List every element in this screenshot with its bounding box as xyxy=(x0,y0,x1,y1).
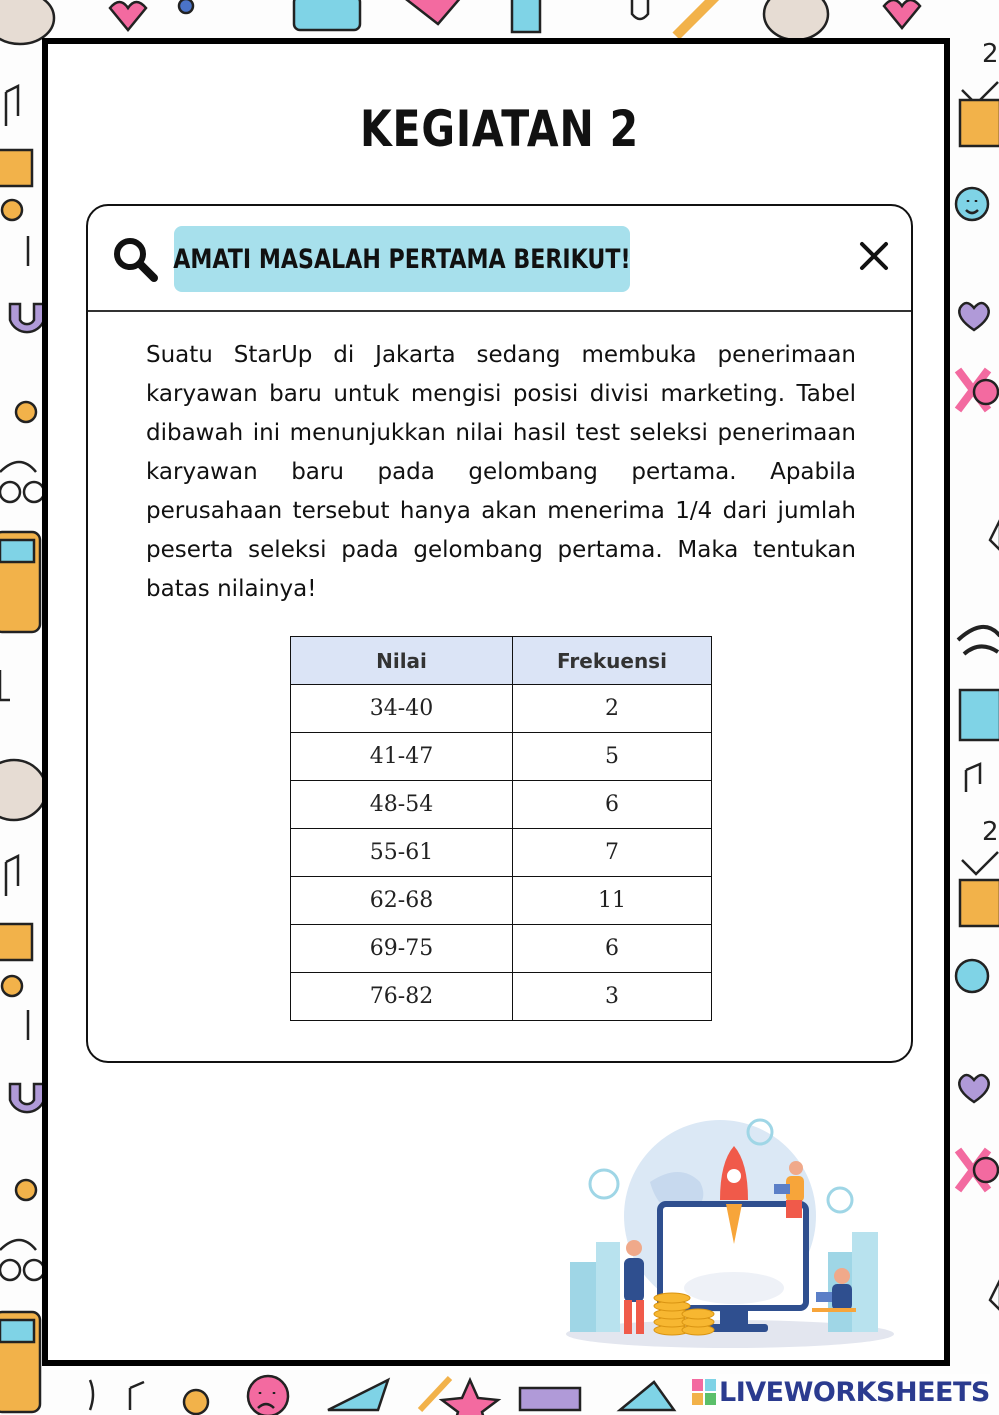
header-nilai: Nilai xyxy=(291,637,513,685)
cell-frekuensi: 2 xyxy=(513,685,712,733)
search-icon xyxy=(112,236,158,282)
table-row xyxy=(291,877,712,925)
cell-frekuensi: 5 xyxy=(513,733,712,781)
header-frekuensi: Frekuensi xyxy=(513,637,712,685)
card-header xyxy=(88,206,911,312)
cell-frekuensi: 6 xyxy=(513,781,712,829)
startup-illustration xyxy=(560,1112,900,1348)
table-row xyxy=(291,781,712,829)
cell-frekuensi: 7 xyxy=(513,829,712,877)
cell-frekuensi: 3 xyxy=(513,973,712,1021)
table-row xyxy=(291,973,712,1021)
liveworksheets-logo xyxy=(692,1374,990,1410)
cell-nilai: 62-68 xyxy=(291,877,513,925)
table-row xyxy=(291,829,712,877)
table-row xyxy=(291,733,712,781)
table-header-row xyxy=(291,637,712,685)
cell-nilai: 48-54 xyxy=(291,781,513,829)
prompt-text: AMATI MASALAH PERTAMA BERIKUT! xyxy=(173,243,631,275)
table-row xyxy=(291,685,712,733)
cell-frekuensi: 11 xyxy=(513,877,712,925)
problem-card xyxy=(86,204,913,1063)
cell-nilai: 34-40 xyxy=(291,685,513,733)
close-icon[interactable] xyxy=(858,240,890,272)
prompt-pill xyxy=(174,226,630,292)
liveworksheets-mark-icon xyxy=(692,1379,716,1405)
frequency-table xyxy=(290,636,712,1021)
cell-nilai: 41-47 xyxy=(291,733,513,781)
cell-nilai: 76-82 xyxy=(291,973,513,1021)
cell-frekuensi: 6 xyxy=(513,925,712,973)
svg-text:2: 2 xyxy=(982,39,999,69)
brand-text: LIVEWORKSHEETS xyxy=(719,1376,990,1408)
cell-nilai: 69-75 xyxy=(291,925,513,973)
table-row xyxy=(291,925,712,973)
svg-text:2: 2 xyxy=(982,817,999,847)
problem-text: Suatu StarUp di Jakarta sedang membuka penerimaan karyawan baru untuk mengisi posisi divisi marketing. Tabel dibawah ini menunjukkan nilai hasil test seleksi penerimaan karyawan baru pada gelombang pertama. Apabila perusahaan tersebut hanya akan menerima 1/4 dari jumlah peserta seleksi pada gelombang pertama. Maka tentukan batas nilainya! xyxy=(146,342,856,602)
cell-nilai: 55-61 xyxy=(291,829,513,877)
page-title: KEGIATAN 2 xyxy=(359,100,640,158)
